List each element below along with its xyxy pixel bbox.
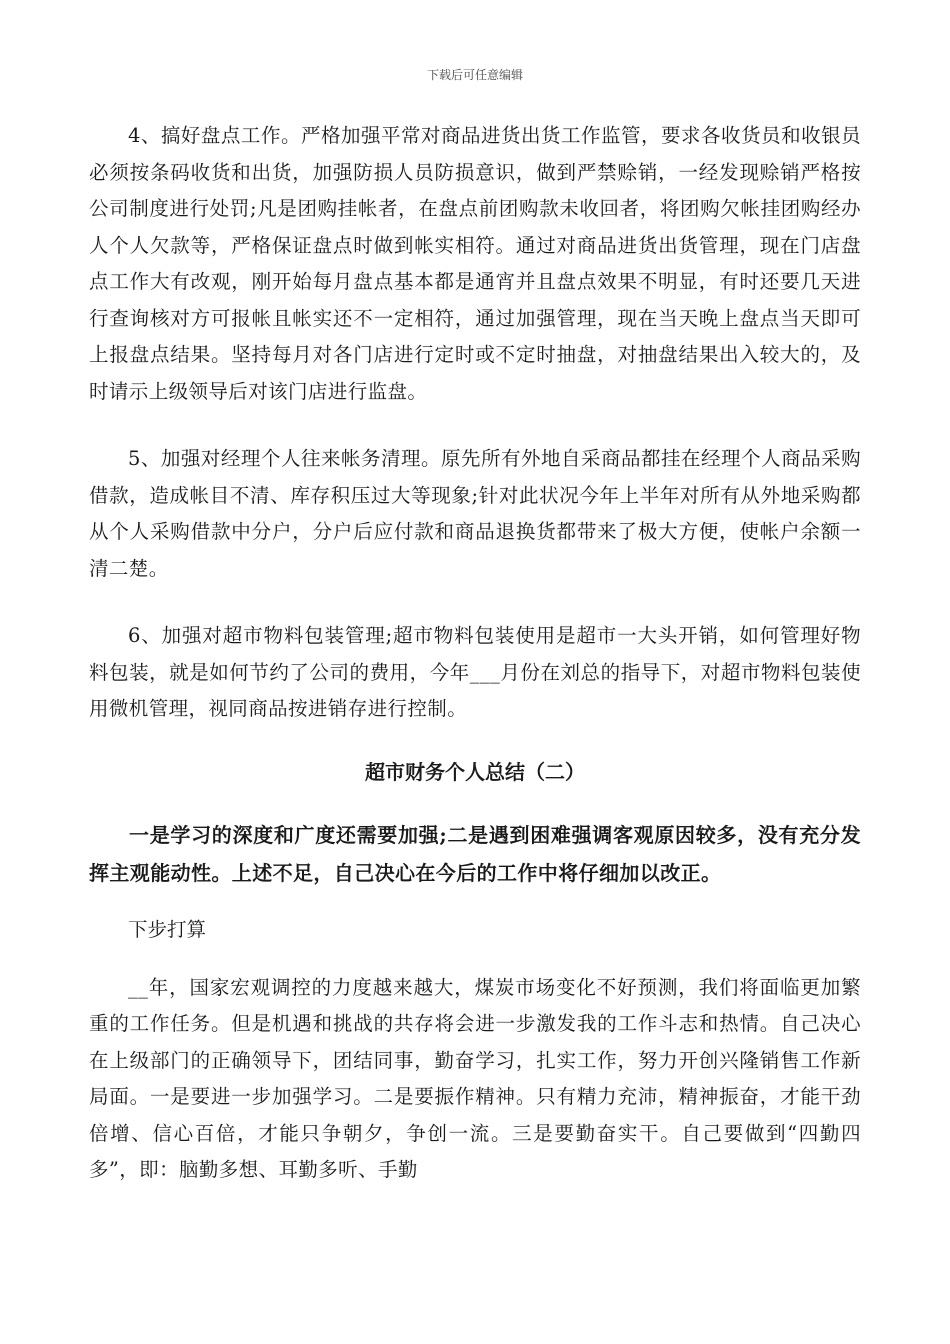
- page-header: 下载后可任意编辑: [426, 68, 523, 82]
- paragraph-packaging-management: 6、加强对超市物料包装管理;超市物料包装使用是超市一大头开销，如何管理好物料包装，就是如何节约了公司的费用，今年___月份在刘总的指导下，对超市物料包装使用微机管理，视同商品按进销存进行控制。: [89, 624, 861, 720]
- document-body: [89, 118, 861, 1189]
- paragraph-manager-accounts: 5、加强对经理个人往来帐务清理。原先所有外地自采商品都挂在经理个人商品采购借款，造成帐目不清、库存积压过大等现象;针对此状况今年上半年对所有从外地采购都从个人采购借款中分户，分户后应付款和商品退换货都带来了极大方便，使帐户余额一清二楚。: [89, 447, 861, 580]
- subheading-next-step: 下步打算: [128, 917, 207, 941]
- section-title: 超市财务个人总结（二）: [365, 759, 585, 784]
- paragraph-shortcomings: 一是学习的深度和广度还需要加强;二是遇到困难强调客观原因较多，没有充分发挥主观能动性。上述不足，自己决心在今后的工作中将仔细加以改正。: [89, 822, 861, 885]
- paragraph-inventory-check: 4、搞好盘点工作。严格加强平常对商品进货出货工作监管，要求各收货员和收银员必须按条码收货和出货，加强防损人员防损意识，做到严禁赊销，一经发现赊销严格按公司制度进行处罚;凡是团购挂帐者，在盘点前团购款未收回者，将团购欠帐挂团购经办人个人欠款等，严格保证盘点时做到帐实相符。通过对商品进货出货管理，现在门店盘点工作大有改观，刚开始每月盘点基本都是通宵并且盘点效果不明显，有时还要几天进行查询核对方可报帐且帐实还不一定相符，通过加强管理，现在当天晚上盘点当天即可上报盘点结果。坚持每月对各门店进行定时或不定时抽盘，对抽盘结果出入较大的，及时请示上级领导后对该门店进行监盘。: [89, 124, 861, 403]
- paragraph-plan: __年，国家宏观调控的力度越来越大，煤炭市场变化不好预测，我们将面临更加繁重的工作任务。但是机遇和挑战的共存将会进一步激发我的工作斗志和热情。自己决心在上级部门的正确领导下，团结同事，勤奋学习，扎实工作，努力开创兴隆销售工作新局面。一是要进一步加强学习。二是要振作精神。只有精力充沛，精神振奋，才能干劲倍增、信心百倍，才能只争朝夕，争创一流。三是要勤奋实干。自己要做到“四勤四多”，即：脑勤多想、耳勤多听、手勤: [89, 975, 861, 1181]
